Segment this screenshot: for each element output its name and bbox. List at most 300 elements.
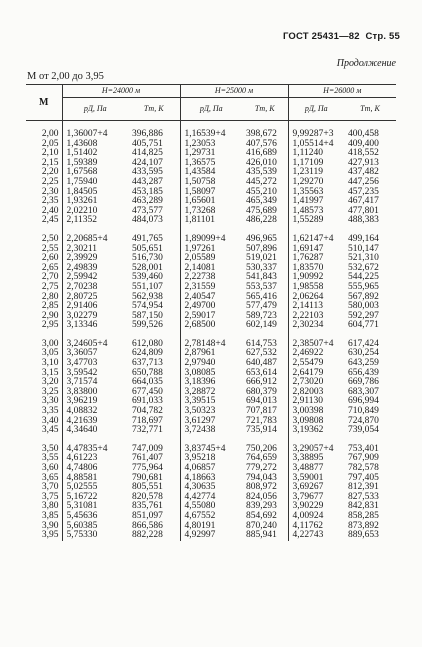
pressure-cell: 4,18663 — [184, 472, 216, 483]
pressure-cell: 5,75330 — [66, 530, 98, 541]
pressure-cell: 2,14113 — [292, 301, 324, 312]
mach-cell: 3,60 — [26, 464, 62, 474]
temperature-cell: 426,010 — [242, 159, 288, 169]
pressure-cell: 2,31559 — [184, 281, 216, 292]
pressure-cell: 1,48573 — [292, 205, 324, 216]
pressure-cell: 2,73020 — [292, 377, 324, 388]
pressure-cell: 2,97940 — [184, 358, 216, 369]
pressure-cell: 3,00398 — [292, 406, 324, 417]
temperature-cell: 463,289 — [128, 197, 180, 207]
temperature-cell: 437,482 — [348, 167, 379, 178]
pressure-cell: 3,50323 — [184, 406, 216, 417]
pressure-cell: 1,23119 — [292, 167, 324, 178]
temperature-cell: 488,383 — [348, 215, 379, 226]
pressure-cell: 3,59001 — [292, 472, 324, 483]
mach-cell: 3,35 — [26, 407, 62, 417]
temperature-cell: 398,672 — [242, 130, 288, 140]
temperature-cell: 707,817 — [242, 407, 288, 417]
page-number: Стр. 55 — [365, 31, 400, 42]
pressure-cell: 2,64179 — [292, 367, 324, 378]
temperature-cell: 747,009 — [128, 445, 180, 455]
mach-cell: 2,75 — [26, 283, 62, 293]
pressure-cell: 3,83745+4 — [184, 443, 226, 454]
altitude-header-26000: H=26000 м — [288, 85, 396, 98]
temperature-cell: 599,526 — [128, 321, 180, 331]
pressure-cell: 9,99287+3 — [292, 129, 334, 139]
temperature-cell: 612,080 — [128, 340, 180, 350]
altitude-header-25000: H=25000 м — [180, 85, 288, 98]
continuation-label: Продолжение — [336, 58, 396, 69]
pressure-cell: 1,36575 — [184, 157, 216, 168]
temperature-column-header: Tт, К — [242, 98, 288, 121]
mach-cell: 3,40 — [26, 417, 62, 427]
pressure-cell: 2,91406 — [66, 301, 98, 312]
mach-column-header: М — [26, 85, 62, 121]
temperature-cell: 553,537 — [242, 283, 288, 293]
temperature-cell: 491,765 — [128, 235, 180, 245]
temperature-cell: 409,400 — [348, 138, 379, 149]
temperature-cell: 718,697 — [128, 417, 180, 427]
temperature-cell: 851,097 — [128, 512, 180, 522]
temperature-cell: 812,391 — [348, 482, 379, 493]
pressure-cell: 3,59542 — [66, 367, 98, 378]
mach-cell: 2,70 — [26, 273, 62, 283]
mach-cell: 3,90 — [26, 522, 62, 532]
pressure-cell: 1,83570 — [292, 262, 324, 273]
temperature-cell: 532,672 — [348, 262, 379, 273]
temperature-cell: 797,405 — [348, 472, 379, 483]
pressure-cell: 3,13346 — [66, 320, 98, 331]
pressure-cell: 3,18396 — [184, 377, 216, 388]
mach-cell: 3,20 — [26, 378, 62, 388]
temperature-cell: 555,965 — [348, 281, 379, 292]
pressure-cell: 4,88581 — [66, 472, 98, 483]
pressure-cell: 4,80191 — [184, 520, 216, 531]
pressure-cell: 1,67568 — [66, 167, 98, 178]
pressure-cell: 1,16539+4 — [184, 129, 226, 139]
temperature-cell: 562,938 — [128, 293, 180, 303]
pressure-cell: 4,74806 — [66, 463, 98, 473]
pressure-cell: 2,70238 — [66, 281, 98, 292]
pressure-column-header: pД, Па — [180, 98, 242, 121]
temperature-cell: 505,651 — [128, 245, 180, 255]
temperature-cell: 873,892 — [348, 520, 379, 531]
pressure-cell: 3,79677 — [292, 491, 324, 502]
pressure-cell: 4,42774 — [184, 491, 216, 502]
mach-cell: 3,85 — [26, 512, 62, 522]
mach-cell: 2,05 — [26, 140, 62, 150]
temperature-cell: 541,843 — [242, 273, 288, 283]
temperature-cell: 691,033 — [128, 397, 180, 407]
pressure-cell: 3,08085 — [184, 367, 216, 378]
pressure-cell: 2,82003 — [292, 386, 324, 397]
temperature-cell: 567,892 — [348, 291, 379, 302]
temperature-cell: 467,417 — [348, 196, 379, 207]
pressure-cell: 1,65601 — [184, 196, 216, 207]
pressure-cell: 2,80725 — [66, 291, 98, 302]
temperature-cell: 624,809 — [128, 349, 180, 359]
mach-cell: 2,50 — [26, 235, 62, 245]
temperature-cell: 424,107 — [128, 159, 180, 169]
pressure-cell: 5,31081 — [66, 501, 98, 512]
temperature-cell: 842,831 — [348, 501, 379, 512]
temperature-cell: 445,272 — [242, 178, 288, 188]
temperature-cell: 510,147 — [348, 243, 379, 254]
pressure-cell: 2,78148+4 — [184, 338, 226, 349]
pressure-cell: 2,05589 — [184, 253, 216, 264]
pressure-cell: 3,02279 — [66, 310, 98, 321]
pressure-cell: 1,17109 — [292, 157, 324, 168]
temperature-cell: 405,751 — [128, 140, 180, 150]
pressure-cell: 3,47703 — [66, 358, 98, 369]
temperature-cell: 627,532 — [242, 349, 288, 359]
pressure-cell: 3,69267 — [292, 482, 324, 493]
pressure-cell: 1,05514+4 — [292, 138, 334, 149]
temperature-cell: 457,235 — [348, 186, 379, 197]
pressure-cell: 2,40547 — [184, 291, 216, 302]
pressure-cell: 2,59017 — [184, 310, 216, 321]
temperature-cell: 794,043 — [242, 474, 288, 484]
pressure-cell: 1,75940 — [66, 176, 98, 187]
pressure-cell: 4,67552 — [184, 510, 216, 521]
mach-cell: 2,10 — [26, 149, 62, 159]
temperature-cell: 453,185 — [128, 188, 180, 198]
pressure-cell: 5,60385 — [66, 520, 98, 531]
temperature-cell: 640,487 — [242, 359, 288, 369]
pressure-cell: 2,49839 — [66, 262, 98, 273]
temperature-cell: 496,965 — [242, 235, 288, 245]
pressure-cell: 1,51402 — [66, 148, 98, 159]
pressure-cell: 1,36007+4 — [66, 129, 108, 139]
mach-cell: 2,30 — [26, 188, 62, 198]
temperature-cell: 516,730 — [128, 254, 180, 264]
temperature-cell: 782,578 — [348, 463, 379, 473]
temperature-cell: 839,293 — [242, 502, 288, 512]
pressure-cell: 4,47835+4 — [66, 443, 108, 454]
pressure-cell: 5,02555 — [66, 482, 98, 493]
temperature-cell: 486,228 — [242, 216, 288, 226]
temperature-cell: 475,689 — [242, 207, 288, 217]
temperature-cell: 827,533 — [348, 491, 379, 502]
mach-cell: 2,35 — [26, 197, 62, 207]
mach-cell: 2,85 — [26, 302, 62, 312]
pressure-cell: 3,90229 — [292, 501, 324, 512]
temperature-cell: 669,786 — [348, 377, 379, 388]
temperature-cell: 820,578 — [128, 493, 180, 503]
temperature-cell: 750,206 — [242, 445, 288, 455]
altitude-header-24000: H=24000 м — [62, 85, 180, 98]
temperature-cell: 544,225 — [348, 272, 379, 283]
table-row — [26, 216, 396, 226]
temperature-cell: 465,349 — [242, 197, 288, 207]
mach-cell: 3,00 — [26, 340, 62, 350]
temperature-cell: 435,539 — [242, 168, 288, 178]
pressure-cell: 1,58097 — [184, 186, 216, 197]
mach-cell: 2,25 — [26, 178, 62, 188]
temperature-cell: 484,073 — [128, 216, 180, 226]
table-row — [26, 531, 396, 541]
pressure-cell: 1,55289 — [292, 215, 324, 226]
temperature-cell: 858,285 — [348, 510, 379, 521]
mach-cell: 2,15 — [26, 159, 62, 169]
temperature-cell: 653,614 — [242, 369, 288, 379]
mach-cell: 3,25 — [26, 388, 62, 398]
pressure-cell: 1,43608 — [66, 138, 98, 149]
pressure-cell: 3,09808 — [292, 415, 324, 426]
temperature-cell: 539,460 — [128, 273, 180, 283]
pressure-cell: 4,92997 — [184, 530, 216, 541]
temperature-cell: 696,994 — [348, 396, 379, 407]
mach-cell: 3,55 — [26, 454, 62, 464]
pressure-cell: 4,08832 — [66, 406, 98, 417]
temperature-cell: 551,107 — [128, 283, 180, 293]
temperature-cell: 507,896 — [242, 245, 288, 255]
temperature-cell: 400,458 — [348, 129, 379, 139]
atmosphere-table — [26, 84, 396, 541]
pressure-cell: 3,19362 — [292, 425, 324, 436]
pressure-cell: 1,84505 — [66, 186, 98, 197]
mach-cell: 2,55 — [26, 245, 62, 255]
page-header — [283, 31, 400, 42]
pressure-cell: 1,93261 — [66, 196, 98, 207]
temperature-cell: 767,909 — [348, 453, 379, 464]
mach-cell: 2,90 — [26, 312, 62, 322]
temperature-cell: 519,021 — [242, 254, 288, 264]
temperature-cell: 528,001 — [128, 264, 180, 274]
temperature-cell: 739,054 — [348, 425, 379, 436]
pressure-cell: 3,96219 — [66, 396, 98, 407]
pressure-cell: 3,39515 — [184, 396, 216, 407]
pressure-cell: 4,21639 — [66, 415, 98, 426]
pressure-cell: 2,20685+4 — [66, 233, 108, 244]
mach-cell: 2,60 — [26, 254, 62, 264]
pressure-cell: 4,34640 — [66, 425, 98, 436]
temperature-cell: 414,825 — [128, 149, 180, 159]
mach-cell: 3,70 — [26, 483, 62, 493]
temperature-cell: 824,056 — [242, 493, 288, 503]
pressure-cell: 3,83800 — [66, 386, 98, 397]
pressure-cell: 1,29731 — [184, 148, 216, 159]
temperature-cell: 683,307 — [348, 386, 379, 397]
mach-cell: 3,95 — [26, 531, 62, 541]
temperature-cell: 694,013 — [242, 397, 288, 407]
pressure-cell: 1,50758 — [184, 176, 216, 187]
temperature-cell: 617,424 — [348, 338, 379, 349]
temperature-cell: 866,586 — [128, 522, 180, 532]
pressure-cell: 4,61223 — [66, 453, 98, 464]
temperature-cell: 835,761 — [128, 502, 180, 512]
table-row — [26, 321, 396, 331]
temperature-cell: 521,310 — [348, 253, 379, 264]
mach-cell: 2,40 — [26, 207, 62, 217]
temperature-cell: 574,954 — [128, 302, 180, 312]
pressure-cell: 2,02210 — [66, 205, 98, 216]
temperature-cell: 650,788 — [128, 369, 180, 379]
pressure-cell: 2,38507+4 — [292, 338, 334, 349]
temperature-cell: 885,941 — [242, 531, 288, 541]
pressure-column-header: pД, Па — [62, 98, 128, 121]
temperature-cell: 416,689 — [242, 149, 288, 159]
pressure-column-header: pД, Па — [288, 98, 344, 121]
mach-cell: 2,00 — [26, 130, 62, 140]
temperature-cell: 764,659 — [242, 454, 288, 464]
temperature-cell: 704,782 — [128, 407, 180, 417]
pressure-cell: 3,38895 — [292, 453, 324, 464]
pressure-cell: 1,62147+4 — [292, 233, 334, 244]
temperature-cell: 592,297 — [348, 310, 379, 321]
temperature-cell: 889,653 — [348, 530, 379, 541]
temperature-column-header: Tт, К — [128, 98, 180, 121]
mach-cell: 3,50 — [26, 445, 62, 455]
temperature-cell: 602,149 — [242, 321, 288, 331]
pressure-cell: 3,48877 — [292, 463, 324, 473]
temperature-cell: 882,228 — [128, 531, 180, 541]
pressure-cell: 2,11352 — [66, 215, 98, 226]
pressure-cell: 3,28872 — [184, 386, 216, 397]
temperature-cell: 775,964 — [128, 464, 180, 474]
pressure-cell: 1,59389 — [66, 157, 98, 168]
pressure-cell: 4,55080 — [184, 501, 216, 512]
temperature-cell: 587,150 — [128, 312, 180, 322]
temperature-cell: 637,713 — [128, 359, 180, 369]
mach-cell: 3,30 — [26, 397, 62, 407]
mach-cell: 2,45 — [26, 216, 62, 226]
table-row — [26, 426, 396, 436]
temperature-cell: 630,254 — [348, 348, 379, 359]
pressure-cell: 2,14081 — [184, 262, 216, 273]
pressure-cell: 1,29270 — [292, 176, 324, 187]
temperature-cell: 735,914 — [242, 426, 288, 436]
pressure-cell: 1,73268 — [184, 205, 216, 216]
mach-cell: 3,10 — [26, 359, 62, 369]
mach-cell: 2,95 — [26, 321, 62, 331]
mach-cell: 2,80 — [26, 293, 62, 303]
pressure-cell: 1,35563 — [292, 186, 324, 197]
pressure-cell: 3,61297 — [184, 415, 216, 426]
temperature-cell: 761,407 — [128, 454, 180, 464]
temperature-cell: 473,577 — [128, 207, 180, 217]
temperature-cell: 666,912 — [242, 378, 288, 388]
mach-cell: 3,45 — [26, 426, 62, 436]
temperature-cell: 677,450 — [128, 388, 180, 398]
pressure-cell: 1,81101 — [184, 215, 216, 226]
temperature-cell: 604,771 — [348, 320, 379, 331]
pressure-cell: 2,91130 — [292, 396, 324, 407]
pressure-cell: 4,06857 — [184, 463, 216, 473]
pressure-cell: 1,97261 — [184, 243, 216, 254]
temperature-cell: 589,723 — [242, 312, 288, 322]
temperature-cell: 854,692 — [242, 512, 288, 522]
pressure-cell: 3,36057 — [66, 348, 98, 359]
mach-cell: 3,80 — [26, 502, 62, 512]
pressure-cell: 2,06264 — [292, 291, 324, 302]
pressure-cell: 1,90992 — [292, 272, 324, 283]
pressure-cell: 3,29057+4 — [292, 443, 334, 454]
temperature-cell: 577,479 — [242, 302, 288, 312]
mach-cell: 3,15 — [26, 369, 62, 379]
pressure-cell: 1,23053 — [184, 138, 216, 149]
temperature-column-header: Tт, К — [344, 98, 396, 121]
temperature-cell: 443,287 — [128, 178, 180, 188]
temperature-cell: 614,753 — [242, 340, 288, 350]
mach-range-label: М от 2,00 до 3,95 — [27, 71, 104, 82]
temperature-cell: 664,035 — [128, 378, 180, 388]
mach-cell: 2,20 — [26, 168, 62, 178]
temperature-cell: 779,272 — [242, 464, 288, 474]
pressure-cell: 2,49700 — [184, 301, 216, 312]
temperature-cell: 790,681 — [128, 474, 180, 484]
temperature-cell: 427,913 — [348, 157, 379, 168]
pressure-cell: 1,11240 — [292, 148, 324, 159]
temperature-cell: 721,783 — [242, 417, 288, 427]
temperature-cell: 565,416 — [242, 293, 288, 303]
pressure-cell: 4,30635 — [184, 482, 216, 493]
pressure-cell: 2,39929 — [66, 253, 98, 264]
pressure-cell: 1,41997 — [292, 196, 324, 207]
pressure-cell: 2,68500 — [184, 320, 216, 331]
temperature-cell: 477,801 — [348, 205, 379, 216]
pressure-cell: 3,72438 — [184, 425, 216, 436]
temperature-cell: 808,972 — [242, 483, 288, 493]
temperature-cell: 455,210 — [242, 188, 288, 198]
temperature-cell: 418,552 — [348, 148, 379, 159]
pressure-cell: 4,11762 — [292, 520, 324, 531]
mach-cell: 3,05 — [26, 349, 62, 359]
pressure-cell: 1,76287 — [292, 253, 324, 264]
pressure-cell: 1,43584 — [184, 167, 216, 178]
pressure-cell: 2,59942 — [66, 272, 98, 283]
pressure-cell: 2,55479 — [292, 358, 324, 369]
temperature-cell: 499,164 — [348, 233, 379, 244]
temperature-cell: 656,439 — [348, 367, 379, 378]
temperature-cell: 447,256 — [348, 176, 379, 187]
temperature-cell: 870,240 — [242, 522, 288, 532]
pressure-cell: 2,22103 — [292, 310, 324, 321]
pressure-cell: 4,22743 — [292, 530, 324, 541]
pressure-cell: 3,71574 — [66, 377, 98, 388]
standard-number: ГОСТ 25431—82 — [282, 31, 360, 42]
pressure-cell: 2,30234 — [292, 320, 324, 331]
pressure-cell: 1,89099+4 — [184, 233, 226, 244]
pressure-cell: 2,22738 — [184, 272, 216, 283]
temperature-cell: 433,595 — [128, 168, 180, 178]
pressure-cell: 2,30211 — [66, 243, 98, 254]
mach-cell: 3,65 — [26, 474, 62, 484]
temperature-cell: 396,886 — [128, 130, 180, 140]
pressure-cell: 2,46922 — [292, 348, 324, 359]
pressure-cell: 4,00924 — [292, 510, 324, 521]
pressure-cell: 1,98558 — [292, 281, 324, 292]
temperature-cell: 732,771 — [128, 426, 180, 436]
temperature-cell: 724,870 — [348, 415, 379, 426]
pressure-cell: 5,16722 — [66, 491, 98, 502]
temperature-cell: 805,551 — [128, 483, 180, 493]
pressure-cell: 5,45636 — [66, 510, 98, 521]
temperature-cell: 643,259 — [348, 358, 379, 369]
pressure-cell: 3,95218 — [184, 453, 216, 464]
mach-cell: 2,65 — [26, 264, 62, 274]
temperature-cell: 753,401 — [348, 443, 379, 454]
pressure-cell: 1,69147 — [292, 243, 324, 254]
temperature-cell: 407,576 — [242, 140, 288, 150]
pressure-cell: 2,87961 — [184, 348, 216, 359]
temperature-cell: 530,337 — [242, 264, 288, 274]
mach-cell: 3,75 — [26, 493, 62, 503]
temperature-cell: 580,003 — [348, 301, 379, 312]
pressure-cell: 3,24605+4 — [66, 338, 108, 349]
temperature-cell: 710,849 — [348, 406, 379, 417]
temperature-cell: 680,379 — [242, 388, 288, 398]
